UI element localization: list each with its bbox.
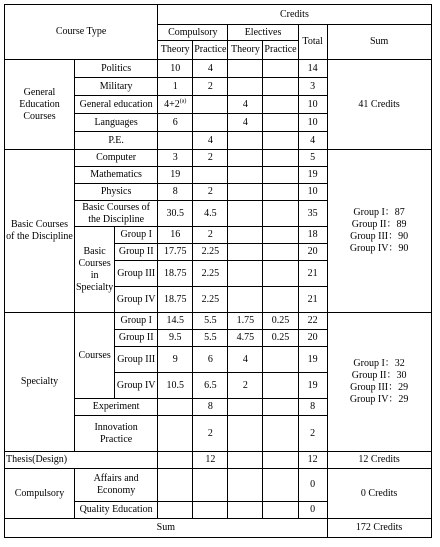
languages-total: 10 bbox=[298, 114, 327, 132]
basic-sum-group-2: Group II：89 bbox=[351, 219, 407, 230]
quality-compulsory-practice bbox=[193, 502, 228, 519]
spec-g1-compulsory-theory: 14.5 bbox=[158, 313, 193, 330]
spec-g1-compulsory-practice: 5.5 bbox=[193, 313, 228, 330]
politics-electives-theory bbox=[228, 60, 263, 78]
specialty-group-3: Group III bbox=[115, 347, 158, 373]
gened-electives-theory: 4 bbox=[228, 96, 263, 114]
pe-electives-theory bbox=[228, 132, 263, 150]
spec-g2-total: 20 bbox=[298, 330, 327, 347]
politics-compulsory-theory: 10 bbox=[158, 60, 193, 78]
spec-g4-compulsory-theory: 10.5 bbox=[158, 373, 193, 399]
physics-total: 10 bbox=[298, 184, 327, 201]
specialty-group-1: Group I bbox=[115, 313, 158, 330]
quality-electives-theory bbox=[228, 502, 263, 519]
physics-compulsory-theory: 8 bbox=[158, 184, 193, 201]
experiment-electives-practice bbox=[263, 399, 298, 416]
basic-g4-compulsory-theory: 18.75 bbox=[158, 287, 193, 313]
header-credits: Credits bbox=[158, 5, 431, 25]
affairs-compulsory-theory bbox=[158, 469, 193, 502]
pe-compulsory-theory bbox=[158, 132, 193, 150]
spec-g4-compulsory-practice: 6.5 bbox=[193, 373, 228, 399]
basic-g1-electives-theory bbox=[228, 227, 263, 244]
course-computer: Computer bbox=[75, 150, 158, 167]
experiment-compulsory-theory bbox=[158, 399, 193, 416]
military-total: 3 bbox=[298, 78, 327, 96]
basic-g1-total: 18 bbox=[298, 227, 327, 244]
gened-electives-practice bbox=[263, 96, 298, 114]
languages-electives-theory: 4 bbox=[228, 114, 263, 132]
physics-electives-theory bbox=[228, 184, 263, 201]
basic-g3-electives-theory bbox=[228, 261, 263, 287]
basic-sum-group-3: Group III：90 bbox=[350, 231, 409, 242]
gened-total: 10 bbox=[298, 96, 327, 114]
spec-g1-electives-practice: 0.25 bbox=[263, 313, 298, 330]
spec-g3-compulsory-practice: 6 bbox=[193, 347, 228, 373]
spec-sum-group-2: Group II：30 bbox=[351, 370, 407, 381]
header-course-type: Course Type bbox=[5, 5, 158, 60]
gened-ct-value: 4+2 bbox=[164, 98, 180, 110]
affairs-electives-practice bbox=[263, 469, 298, 502]
spec-g3-electives-theory: 4 bbox=[228, 347, 263, 373]
basic-g4-electives-theory bbox=[228, 287, 263, 313]
course-innovation-practice: Innovation Practice bbox=[75, 416, 158, 452]
basic-group-2: Group II bbox=[115, 244, 158, 261]
spec-g1-electives-theory: 1.75 bbox=[228, 313, 263, 330]
basic-group-3: Group III bbox=[115, 261, 158, 287]
affairs-compulsory-practice bbox=[193, 469, 228, 502]
bcd-compulsory-practice: 4.5 bbox=[193, 201, 228, 227]
innovation-compulsory-theory bbox=[158, 416, 193, 452]
thesis-sum: 12 Credits bbox=[327, 452, 431, 469]
compulsory-label: Compulsory bbox=[5, 469, 75, 519]
computer-total: 5 bbox=[298, 150, 327, 167]
bcd-total: 35 bbox=[298, 201, 327, 227]
basic-specialty-label: Basic Courses in Specialty bbox=[75, 227, 115, 313]
spec-g3-electives-practice bbox=[263, 347, 298, 373]
computer-compulsory-theory: 3 bbox=[158, 150, 193, 167]
politics-electives-practice bbox=[263, 60, 298, 78]
spec-sum-group-1: Group I：32 bbox=[353, 358, 405, 369]
military-compulsory-practice: 2 bbox=[193, 78, 228, 96]
innovation-electives-practice bbox=[263, 416, 298, 452]
languages-electives-practice bbox=[263, 114, 298, 132]
innovation-total: 2 bbox=[298, 416, 327, 452]
spec-g3-total: 19 bbox=[298, 347, 327, 373]
bcd-compulsory-theory: 30.5 bbox=[158, 201, 193, 227]
languages-compulsory-practice bbox=[193, 114, 228, 132]
spec-sum-group-3: Group III：29 bbox=[350, 382, 409, 393]
basic-g2-electives-theory bbox=[228, 244, 263, 261]
politics-total: 14 bbox=[298, 60, 327, 78]
math-electives-theory bbox=[228, 167, 263, 184]
course-experiment: Experiment bbox=[75, 399, 158, 416]
basic-g3-compulsory-theory: 18.75 bbox=[158, 261, 193, 287]
course-military: Military bbox=[75, 78, 158, 96]
physics-electives-practice bbox=[263, 184, 298, 201]
gened-compulsory-practice bbox=[193, 96, 228, 114]
quality-total: 0 bbox=[298, 502, 327, 519]
spec-sum-group-4: Group IV：29 bbox=[349, 394, 409, 405]
quality-compulsory-theory bbox=[158, 502, 193, 519]
spec-g4-total: 19 bbox=[298, 373, 327, 399]
basic-g4-total: 21 bbox=[298, 287, 327, 313]
course-quality-education: Quality Education bbox=[75, 502, 158, 519]
specialty-group-2: Group II bbox=[115, 330, 158, 347]
spec-g4-electives-practice bbox=[263, 373, 298, 399]
basic-g2-total: 20 bbox=[298, 244, 327, 261]
affairs-total: 0 bbox=[298, 469, 327, 502]
math-compulsory-theory: 19 bbox=[158, 167, 193, 184]
course-affairs-economy: Affairs and Economy bbox=[75, 469, 158, 502]
bcd-electives-theory bbox=[228, 201, 263, 227]
basic-group-4: Group IV bbox=[115, 287, 158, 313]
header-sum: Sum bbox=[327, 25, 431, 60]
politics-compulsory-practice: 4 bbox=[193, 60, 228, 78]
course-thesis: Thesis(Design) bbox=[5, 452, 158, 469]
experiment-total: 8 bbox=[298, 399, 327, 416]
basic-g1-electives-practice bbox=[263, 227, 298, 244]
basic-sum-group-1: Group I：87 bbox=[353, 207, 405, 218]
header-total: Total bbox=[298, 25, 327, 60]
basic-g4-compulsory-practice: 2.25 bbox=[193, 287, 228, 313]
military-electives-practice bbox=[263, 78, 298, 96]
course-pe: P.E. bbox=[75, 132, 158, 150]
math-electives-practice bbox=[263, 167, 298, 184]
innovation-compulsory-practice: 2 bbox=[193, 416, 228, 452]
header-compulsory: Compulsory bbox=[158, 25, 228, 41]
math-compulsory-practice bbox=[193, 167, 228, 184]
thesis-compulsory-theory bbox=[158, 452, 193, 469]
thesis-total: 12 bbox=[298, 452, 327, 469]
basic-g1-compulsory-theory: 16 bbox=[158, 227, 193, 244]
basic-g2-compulsory-theory: 17.75 bbox=[158, 244, 193, 261]
course-politics: Politics bbox=[75, 60, 158, 78]
basic-group-1: Group I bbox=[115, 227, 158, 244]
credits-table bbox=[4, 4, 432, 538]
basic-g3-compulsory-practice: 2.25 bbox=[193, 261, 228, 287]
basic-g2-compulsory-practice: 2.25 bbox=[193, 244, 228, 261]
affairs-electives-theory bbox=[228, 469, 263, 502]
basic-g3-electives-practice bbox=[263, 261, 298, 287]
spec-g1-total: 22 bbox=[298, 313, 327, 330]
basic-g2-electives-practice bbox=[263, 244, 298, 261]
spec-g2-compulsory-practice: 5.5 bbox=[193, 330, 228, 347]
computer-compulsory-practice: 2 bbox=[193, 150, 228, 167]
basic-sum-group-4: Group IV：90 bbox=[349, 243, 409, 254]
quality-electives-practice bbox=[263, 502, 298, 519]
experiment-compulsory-practice: 8 bbox=[193, 399, 228, 416]
course-general-education: General education bbox=[75, 96, 158, 114]
military-electives-theory bbox=[228, 78, 263, 96]
compulsory-sum: 0 Credits bbox=[327, 469, 431, 519]
math-total: 19 bbox=[298, 167, 327, 184]
basic-courses-label: Basic Courses of the Discipline bbox=[5, 150, 75, 313]
spec-g4-electives-theory: 2 bbox=[228, 373, 263, 399]
pe-electives-practice bbox=[263, 132, 298, 150]
bcd-electives-practice bbox=[263, 201, 298, 227]
header-compulsory-practice: Practice bbox=[193, 41, 228, 60]
gened-ct-note: (a) bbox=[179, 98, 187, 105]
thesis-electives-theory bbox=[228, 452, 263, 469]
computer-electives-practice bbox=[263, 150, 298, 167]
general-education-label: General Education Courses bbox=[5, 60, 75, 150]
footer-sum-value: 172 Credits bbox=[327, 519, 431, 538]
specialty-label: Specialty bbox=[5, 313, 75, 452]
spec-g2-electives-theory: 4.75 bbox=[228, 330, 263, 347]
spec-g2-compulsory-theory: 9.5 bbox=[158, 330, 193, 347]
header-electives: Electives bbox=[228, 25, 298, 41]
credits-table-container bbox=[4, 4, 432, 538]
basic-g4-electives-practice bbox=[263, 287, 298, 313]
languages-compulsory-theory: 6 bbox=[158, 114, 193, 132]
thesis-electives-practice bbox=[263, 452, 298, 469]
general-education-sum: 41 Credits bbox=[327, 60, 431, 150]
basic-g1-compulsory-practice: 2 bbox=[193, 227, 228, 244]
course-mathematics: Mathematics bbox=[75, 167, 158, 184]
computer-electives-theory bbox=[228, 150, 263, 167]
basic-g3-total: 21 bbox=[298, 261, 327, 287]
specialty-sum bbox=[327, 313, 431, 452]
spec-g3-compulsory-theory: 9 bbox=[158, 347, 193, 373]
specialty-group-4: Group IV bbox=[115, 373, 158, 399]
basic-courses-sum bbox=[327, 150, 431, 313]
header-electives-theory: Theory bbox=[228, 41, 263, 60]
header-electives-practice: Practice bbox=[263, 41, 298, 60]
course-basic-discipline: Basic Courses of the Discipline bbox=[75, 201, 158, 227]
pe-total: 4 bbox=[298, 132, 327, 150]
thesis-compulsory-practice: 12 bbox=[193, 452, 228, 469]
experiment-electives-theory bbox=[228, 399, 263, 416]
innovation-electives-theory bbox=[228, 416, 263, 452]
header-compulsory-theory: Theory bbox=[158, 41, 193, 60]
course-physics: Physics bbox=[75, 184, 158, 201]
spec-g2-electives-practice: 0.25 bbox=[263, 330, 298, 347]
military-compulsory-theory: 1 bbox=[158, 78, 193, 96]
gened-compulsory-theory bbox=[158, 96, 193, 114]
pe-compulsory-practice: 4 bbox=[193, 132, 228, 150]
course-languages: Languages bbox=[75, 114, 158, 132]
footer-sum-label: Sum bbox=[5, 519, 328, 538]
specialty-courses-label: Courses bbox=[75, 313, 115, 399]
physics-compulsory-practice: 2 bbox=[193, 184, 228, 201]
